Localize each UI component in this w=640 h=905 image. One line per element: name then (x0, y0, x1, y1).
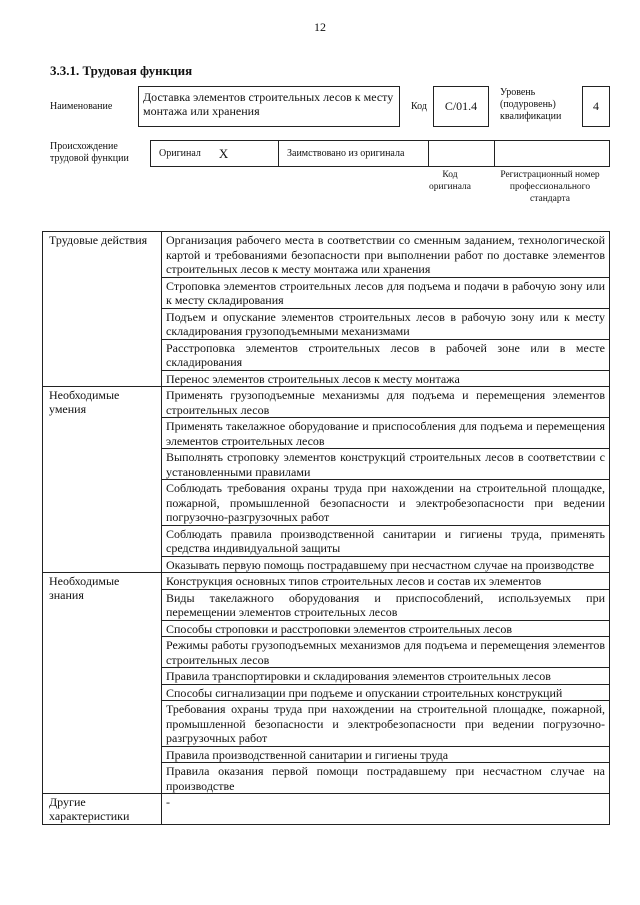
section-item: Требования охраны труда при нахождении на строительной площадке, пожарной, промышленной безопасности и электробезопасности при ведении погрузочно-разгрузочных работ (162, 701, 610, 747)
original-cell (151, 141, 279, 166)
section-item: Выполнять строповку элементов конструкций строительных лесов в соответствии с установленными правилами (162, 449, 610, 480)
section-item: Способы сигнализации при подъеме и опускании строительных конструкций (162, 684, 610, 701)
reg-number-caption: Регистрационный номер профессионального стандарта (500, 170, 600, 204)
code-label: Код (411, 101, 427, 112)
function-details-table (42, 231, 610, 825)
section-title: Необходимые знания (43, 573, 162, 794)
section-title: Необходимые умения (43, 387, 162, 573)
origin-table (150, 140, 610, 167)
level-value-box: 4 (582, 86, 610, 127)
table-row (43, 232, 610, 278)
section-item: Подъем и опускание элементов строительных лесов в рабочую зону или к месту складирования грузоподъемными механизмами (162, 308, 610, 339)
section-heading: 3.3.1. Трудовая функция (50, 63, 193, 78)
borrowed-cell (279, 141, 429, 166)
table-row (43, 573, 610, 590)
section-item: Виды такелажного оборудования и приспособлений, используемых при перемещении элементов строительных лесов (162, 589, 610, 620)
section-title: Трудовые действия (43, 232, 162, 387)
section-item: Применять такелажное оборудование и приспособления для подъема и перемещения элементов строительных лесов (162, 418, 610, 449)
original-label: Оригинал (159, 147, 201, 159)
origin-code-cell (429, 141, 495, 166)
section-item: Режимы работы грузоподъемных механизмов для подъема и перемещения элементов строительных лесов (162, 637, 610, 668)
section-item: Правила производственной санитарии и гигиены труда (162, 746, 610, 763)
section-item: - (162, 794, 610, 825)
section-item: Организация рабочего места в соответствии со сменным заданием, технологической картой и требованиями безопасности при выполнении работ по доставке элементов строительных лесов к месту монтажа или хранения (162, 232, 610, 278)
section-item: Расстроповка элементов строительных лесов в рабочей зоне или в месте складирования (162, 339, 610, 370)
origin-label: Происхождение трудовой функции (50, 141, 129, 164)
borrowed-label: Заимствовано из оригинала (287, 147, 405, 159)
section-item: Способы строповки и расстроповки элементов строительных лесов (162, 620, 610, 637)
page-number: 12 (314, 20, 326, 34)
section-item: Строповка элементов строительных лесов для подъема и подачи в рабочую зону или к месту складирования (162, 277, 610, 308)
name-label: Наименование (50, 101, 113, 112)
section-item: Перенос элементов строительных лесов к месту монтажа (162, 370, 610, 387)
level-label: Уровень (подуровень) квалификации (500, 87, 562, 122)
original-mark: Х (218, 145, 229, 161)
section-item: Применять грузоподъемные механизмы для подъема и перемещения элементов строительных лесов (162, 387, 610, 418)
reg-number-cell (495, 141, 609, 166)
section-item: Оказывать первую помощь пострадавшему при несчастном случае на производстве (162, 556, 610, 573)
origin-code-caption: Код оригинала (429, 170, 471, 192)
section-item: Правила оказания первой помощи пострадавшему при несчастном случае на производстве (162, 763, 610, 794)
section-item: Соблюдать правила производственной санитарии и гигиены труда, применять средства индивидуальной защиты (162, 525, 610, 556)
section-title: Другие характеристики (43, 794, 162, 825)
table-row (43, 387, 610, 418)
section-item: Правила транспортировки и складирования элементов строительных лесов (162, 668, 610, 685)
table-row (43, 794, 610, 825)
section-item: Конструкция основных типов строительных лесов и состав их элементов (162, 573, 610, 590)
function-name-box: Доставка элементов строительных лесов к месту монтажа или хранения (138, 86, 400, 127)
code-value-box: С/01.4 (433, 86, 489, 127)
section-item: Соблюдать требования охраны труда при нахождении на строительной площадке, пожарной, промышленной безопасности и электробезопасности при ведении погрузочно-разгрузочных работ (162, 480, 610, 526)
